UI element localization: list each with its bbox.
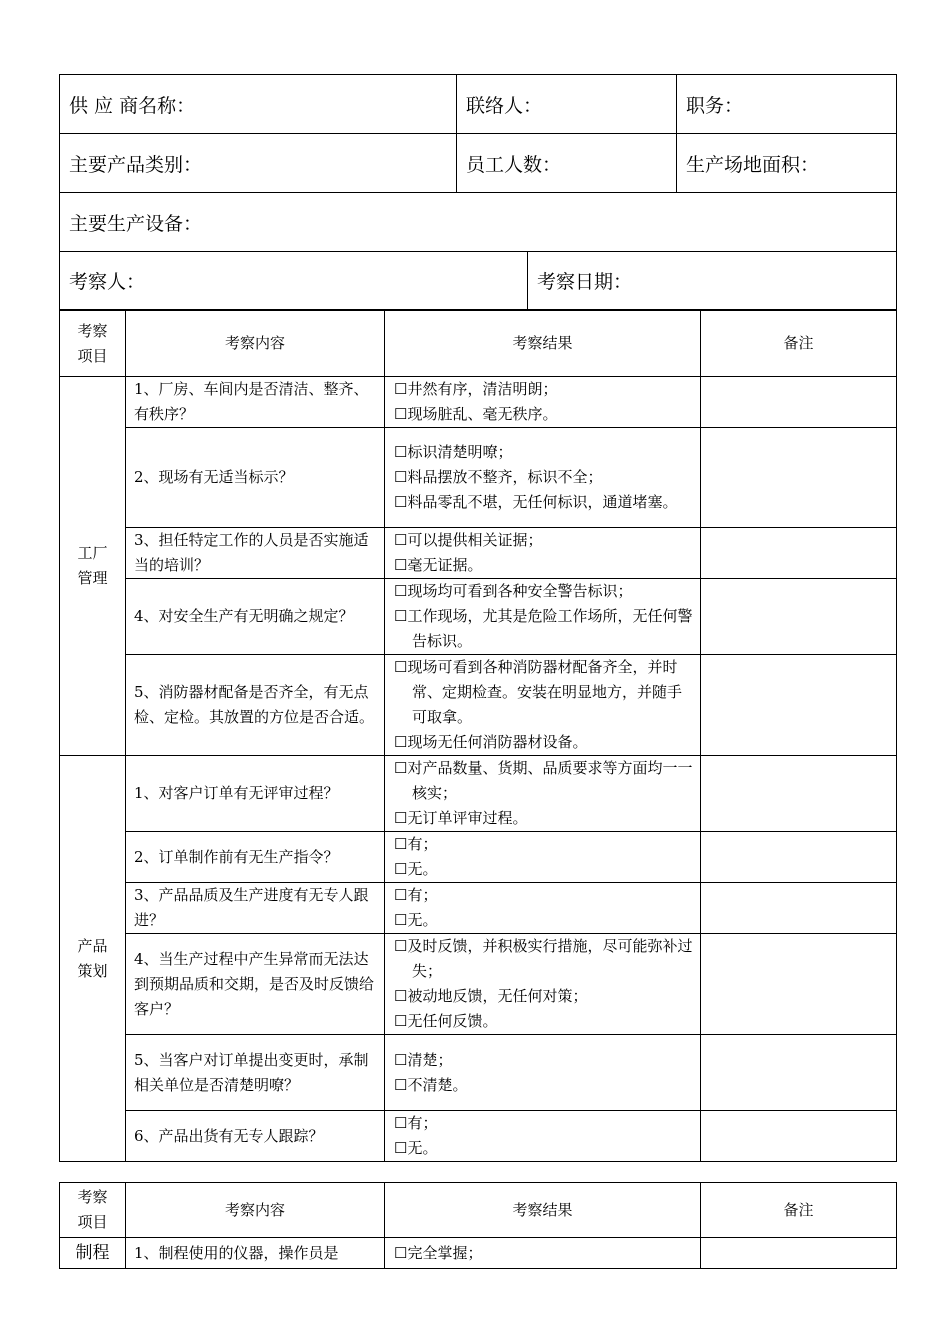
- option-label: 现场脏乱、毫无秩序。: [407, 405, 558, 423]
- option-label: 清楚；: [407, 1050, 453, 1069]
- result-option[interactable]: [394, 377, 696, 402]
- result-options: [385, 1238, 701, 1269]
- col-header-item-line2: 项目: [77, 346, 108, 365]
- remark-cell[interactable]: [701, 579, 897, 655]
- remark-cell[interactable]: [701, 528, 897, 579]
- result-options: [385, 579, 701, 655]
- option-label: 无。: [407, 860, 438, 878]
- result-options: [385, 1111, 701, 1162]
- main-equipment-field[interactable]: [60, 193, 897, 252]
- result-option[interactable]: [394, 908, 696, 933]
- result-option[interactable]: [394, 934, 696, 984]
- table-row: [60, 1035, 897, 1111]
- remark-cell[interactable]: [701, 377, 897, 428]
- remark-cell[interactable]: [701, 934, 897, 1035]
- remark-cell[interactable]: [701, 883, 897, 934]
- result-option[interactable]: [394, 730, 696, 755]
- table-row: [60, 1111, 897, 1162]
- checkbox-icon[interactable]: ☐: [394, 1139, 408, 1157]
- section-label-factory: [60, 377, 126, 756]
- checkbox-icon[interactable]: ☐: [394, 607, 408, 625]
- result-option[interactable]: [394, 655, 696, 730]
- result-option[interactable]: [394, 553, 696, 578]
- inspection-item: 4、当生产过程中产生异常而无法达到预期品质和交期，是否及时反馈给客户？: [126, 934, 385, 1035]
- result-option[interactable]: [394, 579, 696, 604]
- section-label-line2: 策划: [77, 961, 108, 980]
- result-option[interactable]: [394, 1241, 696, 1266]
- option-label: 毫无证据。: [407, 556, 483, 574]
- result-options: [385, 528, 701, 579]
- result-option[interactable]: [394, 1048, 696, 1073]
- col-header-result: 考察结果: [385, 311, 701, 377]
- checkbox-icon[interactable]: ☐: [394, 987, 408, 1005]
- checkbox-icon[interactable]: ☐: [394, 733, 408, 751]
- result-option[interactable]: [394, 490, 696, 515]
- option-label: 对产品数量、货期、品质要求等方面均一一核实；: [407, 759, 693, 802]
- col-header-content: 考察内容: [126, 311, 385, 377]
- inspector-label: 考察人：: [69, 271, 146, 293]
- employees-field[interactable]: [457, 134, 677, 193]
- checkbox-icon[interactable]: ☐: [394, 443, 408, 461]
- supplier-name-field[interactable]: [60, 75, 457, 134]
- checkbox-icon[interactable]: ☐: [394, 860, 408, 878]
- inspection-item: 4、对安全生产有无明确之规定？: [126, 579, 385, 655]
- result-options: [385, 883, 701, 934]
- col-header-item-line1: 考察: [77, 321, 108, 340]
- checkbox-icon[interactable]: ☐: [394, 582, 408, 600]
- checkbox-icon[interactable]: ☐: [394, 468, 408, 486]
- position-label: 职务：: [686, 94, 744, 117]
- option-label: 不清楚。: [407, 1075, 468, 1094]
- checkbox-icon[interactable]: ☐: [394, 493, 408, 511]
- remark-cell[interactable]: [701, 655, 897, 756]
- result-option[interactable]: [394, 1136, 696, 1161]
- checkbox-icon[interactable]: ☐: [394, 556, 408, 574]
- inspection-item: 2、现场有无适当标示？: [126, 428, 385, 528]
- remark-cell[interactable]: [701, 756, 897, 832]
- result-options: [385, 756, 701, 832]
- employees-label: 员工人数：: [466, 153, 562, 176]
- main-products-label: 主要产品类别：: [69, 153, 203, 176]
- option-label: 完全掌握；: [407, 1243, 483, 1262]
- table-row: [60, 655, 897, 756]
- inspector-field[interactable]: [60, 252, 528, 310]
- supplier-info-table: [59, 74, 897, 310]
- table-row: [60, 934, 897, 1035]
- section-label-line1: 产品: [77, 936, 108, 955]
- inspection-item: 1、制程使用的仪器，操作员是: [126, 1238, 385, 1269]
- col-header-item-line2: 项目: [77, 1213, 108, 1231]
- col-header-content: 考察内容: [126, 1183, 385, 1238]
- option-label: 料品摆放不整齐，标识不全；: [407, 468, 603, 486]
- checkbox-icon[interactable]: ☐: [394, 658, 408, 676]
- checkbox-icon[interactable]: ☐: [394, 809, 408, 827]
- site-area-label: 生产场地面积：: [686, 153, 820, 176]
- table-row: [60, 756, 897, 832]
- checkbox-icon[interactable]: ☐: [394, 1012, 408, 1030]
- checkbox-icon[interactable]: ☐: [394, 1050, 408, 1069]
- result-option[interactable]: [394, 1073, 696, 1098]
- option-label: 可以提供相关证据；: [407, 531, 543, 549]
- table-row: [60, 428, 897, 528]
- table-row: [60, 579, 897, 655]
- col-header-remark: 备注: [701, 311, 897, 377]
- main-equipment-label: 主要生产设备：: [69, 212, 203, 235]
- checkbox-icon[interactable]: ☐: [394, 835, 408, 853]
- section-label-process: 制程: [60, 1238, 126, 1269]
- option-label: 无。: [407, 911, 438, 929]
- col-header-item-line1: 考察: [77, 1188, 108, 1206]
- result-option[interactable]: [394, 402, 696, 427]
- section-label-planning: [60, 756, 126, 1162]
- table-row: [60, 528, 897, 579]
- option-label: 被动地反馈，无任何对策；: [407, 987, 588, 1005]
- result-options: [385, 428, 701, 528]
- inspection-item: 5、当客户对订单提出变更时，承制相关单位是否清楚明嘹？: [126, 1035, 385, 1111]
- result-option[interactable]: [394, 984, 696, 1009]
- checkbox-icon[interactable]: ☐: [394, 886, 408, 904]
- checkbox-icon[interactable]: ☐: [394, 1243, 408, 1262]
- remark-cell[interactable]: [701, 832, 897, 883]
- checkbox-icon[interactable]: ☐: [394, 405, 408, 423]
- checkbox-icon[interactable]: ☐: [394, 531, 408, 549]
- checkbox-icon[interactable]: ☐: [394, 937, 408, 955]
- contact-field[interactable]: [457, 75, 677, 134]
- section-label-line1: 工厂: [77, 544, 108, 562]
- checkbox-icon[interactable]: ☐: [394, 1114, 408, 1132]
- option-label: 料品零乱不堪，无任何标识，通道堵塞。: [407, 493, 678, 511]
- result-option[interactable]: [394, 756, 696, 806]
- checkbox-icon[interactable]: ☐: [394, 911, 408, 929]
- inspection-item: 1、厂房、车间内是否清洁、整齐、有秩序？: [126, 377, 385, 428]
- supplier-name-label: 供 应 商名称：: [69, 94, 196, 117]
- option-label: 工作现场，尤其是危险工作场所，无任何警告标识。: [407, 607, 693, 650]
- result-options: [385, 655, 701, 756]
- table-row: [60, 832, 897, 883]
- result-option[interactable]: [394, 440, 696, 465]
- result-options: [385, 1035, 701, 1111]
- option-label: 有；: [407, 1114, 438, 1132]
- inspection-item: 3、担任特定工作的人员是否实施适当的培训？: [126, 528, 385, 579]
- option-label: 标识清楚明嘹；: [407, 443, 513, 461]
- col-header-remark: 备注: [701, 1183, 897, 1238]
- option-label: 有；: [407, 886, 438, 904]
- result-option[interactable]: [394, 832, 696, 857]
- inspection-item: 3、产品品质及生产进度有无专人跟进？: [126, 883, 385, 934]
- contact-label: 联络人：: [466, 94, 543, 117]
- col-header-item: [60, 311, 126, 377]
- checkbox-icon[interactable]: ☐: [394, 380, 408, 398]
- col-header-result: 考察结果: [385, 1183, 701, 1238]
- result-option[interactable]: [394, 857, 696, 882]
- position-field[interactable]: [677, 75, 897, 134]
- site-area-field[interactable]: [677, 134, 897, 193]
- main-products-field[interactable]: [60, 134, 457, 193]
- option-label: 无订单评审过程。: [407, 809, 528, 827]
- result-options: [385, 377, 701, 428]
- option-label: 无。: [407, 1139, 438, 1157]
- result-option[interactable]: [394, 465, 696, 490]
- col-header-item: [60, 1183, 126, 1238]
- option-label: 及时反馈，并积极实行措施，尽可能弥补过失；: [407, 937, 693, 980]
- result-option[interactable]: [394, 1009, 696, 1034]
- checkbox-icon[interactable]: ☐: [394, 759, 408, 777]
- result-option[interactable]: [394, 528, 696, 553]
- inspection-item: 5、消防器材配备是否齐全，有无点检、定检。其放置的方位是否合适。: [126, 655, 385, 756]
- option-label: 现场均可看到各种安全警告标识；: [407, 582, 633, 600]
- option-label: 现场无任何消防器材设备。: [407, 733, 588, 751]
- result-option[interactable]: [394, 883, 696, 908]
- inspection-date-field[interactable]: [528, 252, 897, 310]
- checkbox-icon[interactable]: ☐: [394, 1075, 408, 1094]
- option-label: 有；: [407, 835, 438, 853]
- table-header-row: [60, 1183, 897, 1238]
- inspection-date-label: 考察日期：: [537, 271, 633, 293]
- inspection-item: 1、对客户订单有无评审过程？: [126, 756, 385, 832]
- inspection-table: [59, 310, 897, 1162]
- result-options: [385, 934, 701, 1035]
- option-label: 无任何反馈。: [407, 1012, 498, 1030]
- section-label-line2: 管理: [77, 569, 108, 587]
- remark-cell[interactable]: [701, 428, 897, 528]
- result-option[interactable]: [394, 1111, 696, 1136]
- option-label: 现场可看到各种消防器材配备齐全，并时常、定期检查。安装在明显地方，并随手可取拿。: [407, 658, 683, 726]
- option-label: 井然有序，清洁明朗；: [407, 380, 558, 398]
- remark-cell[interactable]: [701, 1111, 897, 1162]
- inspection-table-continued: [59, 1182, 897, 1269]
- table-row: [60, 377, 897, 428]
- inspection-item: 6、产品出货有无专人跟踪？: [126, 1111, 385, 1162]
- remark-cell[interactable]: [701, 1035, 897, 1111]
- result-options: [385, 832, 701, 883]
- table-row: [60, 1238, 897, 1269]
- inspection-item: 2、订单制作前有无生产指令？: [126, 832, 385, 883]
- result-option[interactable]: [394, 604, 696, 654]
- result-option[interactable]: [394, 806, 696, 831]
- remark-cell[interactable]: [701, 1238, 897, 1269]
- table-header-row: [60, 311, 897, 377]
- table-row: [60, 883, 897, 934]
